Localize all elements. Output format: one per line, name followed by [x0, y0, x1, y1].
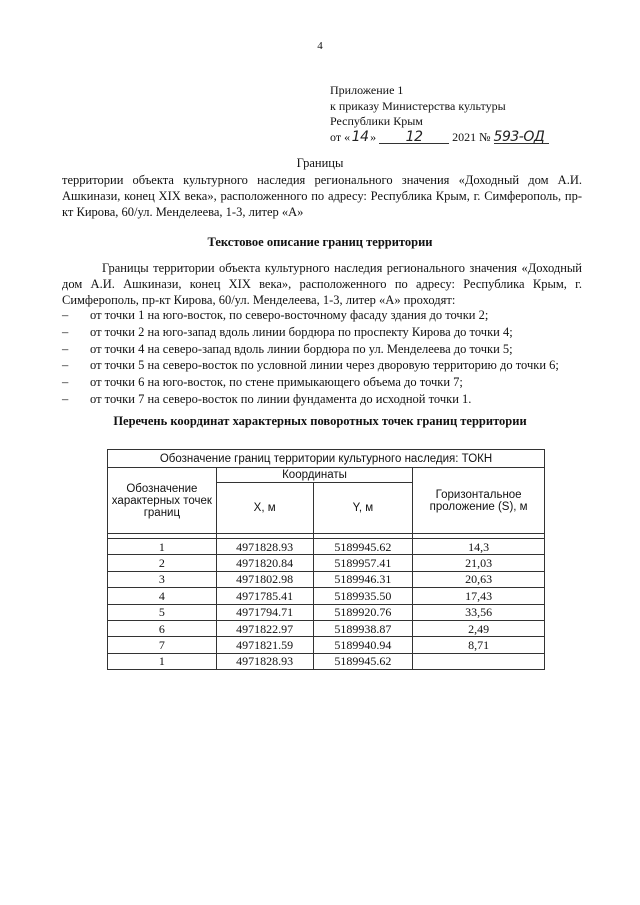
list-item [62, 357, 559, 374]
col-header-s: Горизонтальное проложение (S), м [413, 468, 545, 534]
date-day-handwritten: 14 [351, 128, 369, 145]
cell-point: 1 [108, 539, 217, 555]
cell-s: 8,71 [413, 637, 545, 653]
cell-s: 2,49 [413, 620, 545, 636]
cell-x: 4971828.93 [216, 653, 313, 669]
table-row [108, 653, 545, 669]
cell-point: 5 [108, 604, 217, 620]
cell-point: 4 [108, 588, 217, 604]
col-header-coords: Координаты [216, 468, 412, 483]
list-item-text: от точки 6 на юго-восток, по стене примыкающего объема до точки 7; [90, 375, 463, 390]
appendix-header [330, 83, 630, 145]
cell-s: 21,03 [413, 555, 545, 571]
cell-s: 17,43 [413, 588, 545, 604]
cell-y: 5189935.50 [313, 588, 413, 604]
page-number: 4 [317, 40, 323, 52]
list-item-text: от точки 4 на северо-запад вдоль линии бордюра по ул. Менделеева до точки 5; [90, 341, 513, 356]
cell-y: 5189940.94 [313, 637, 413, 653]
date-prefix: от « [330, 129, 351, 144]
cell-y: 5189945.62 [313, 653, 413, 669]
cell-y: 5189946.31 [313, 571, 413, 587]
table-row [108, 588, 545, 604]
cell-x: 4971822.97 [216, 620, 313, 636]
table-row [108, 620, 545, 636]
cell-y: 5189957.41 [313, 555, 413, 571]
date-year: 2021 № [452, 129, 491, 144]
cell-point: 6 [108, 620, 217, 636]
document-subtitle: территории объекта культурного наследия регионального значения «Доходный дом А.И. Ашкинази, конец XIX века», расположенного по адресу: Республика Крым, г. Симферополь, пр-кт Кирова, 60/ул. Менделеева, 1-3, литер «А» [62, 173, 582, 219]
appendix-line-2: к приказу Министерства культуры [330, 98, 506, 113]
date-month-handwritten: 12 [379, 132, 449, 144]
cell-point: 7 [108, 637, 217, 653]
boundary-list [62, 307, 559, 408]
list-item [62, 391, 559, 408]
cell-point: 1 [108, 653, 217, 669]
appendix-line-1: Приложение 1 [330, 83, 404, 97]
cell-s: 33,56 [413, 604, 545, 620]
list-item-text: от точки 5 на северо-восток по условной линии через дворовую территорию до точки 6; [90, 358, 559, 373]
cell-point: 2 [108, 555, 217, 571]
table-row [108, 604, 545, 620]
cell-s: 14,3 [413, 539, 545, 555]
dash-bullet: – [62, 324, 69, 339]
list-item [62, 374, 559, 391]
table-row [108, 539, 545, 555]
table-row [108, 555, 545, 571]
cell-x: 4971828.93 [216, 539, 313, 555]
appendix-line-3: Республики Крым [330, 114, 423, 128]
section-title: Текстовое описание границ территории [207, 235, 433, 249]
coordinates-table [107, 449, 545, 670]
list-item [62, 341, 559, 358]
document-title: Границы [296, 156, 344, 170]
order-number-handwritten: 593-ОД [494, 132, 549, 144]
list-item [62, 324, 559, 341]
table-row [108, 571, 545, 587]
cell-s: 20,63 [413, 571, 545, 587]
cell-x: 4971794.71 [216, 604, 313, 620]
cell-s [413, 653, 545, 669]
cell-x: 4971802.98 [216, 571, 313, 587]
cell-y: 5189945.62 [313, 539, 413, 555]
list-item-text: от точки 1 на юго-восток, по северо-восточному фасаду здания до точки 2; [90, 308, 489, 322]
cell-y: 5189938.87 [313, 620, 413, 636]
date-mid: » [370, 129, 377, 144]
cell-point: 3 [108, 571, 217, 587]
col-header-y: Y, м [313, 483, 413, 534]
dash-bullet: – [62, 308, 69, 322]
col-header-x: X, м [216, 483, 313, 534]
description-paragraph: Границы территории объекта культурного наследия регионального значения «Доходный дом А.И. Ашкинази, конец XIX века», расположенного по адресу: Республика Крым, г. Симферополь, пр-кт Кирова, 60/ул. Менделеева, 1-3, литер «А» проходят: [62, 261, 582, 307]
cell-x: 4971785.41 [216, 588, 313, 604]
list-item [62, 307, 559, 324]
cell-x: 4971821.59 [216, 637, 313, 653]
dash-bullet: – [62, 358, 69, 373]
table-caption: Обозначение границ территории культурного наследия: ТОКН [108, 450, 545, 468]
list-item-text: от точки 2 на юго-запад вдоль линии бордюра по проспекту Кирова до точки 4; [90, 324, 513, 339]
dash-bullet: – [62, 391, 69, 406]
appendix-date-line [330, 130, 630, 146]
cell-y: 5189920.76 [313, 604, 413, 620]
cell-x: 4971820.84 [216, 555, 313, 571]
col-header-point: Обозначение характерных точек границ [108, 468, 217, 534]
dash-bullet: – [62, 375, 69, 390]
table-row [108, 637, 545, 653]
list-item-text: от точки 7 на северо-восток по линии фундамента до исходной точки 1. [90, 391, 472, 406]
dash-bullet: – [62, 341, 69, 356]
table-title: Перечень координат характерных поворотных точек границ территории [113, 414, 527, 428]
